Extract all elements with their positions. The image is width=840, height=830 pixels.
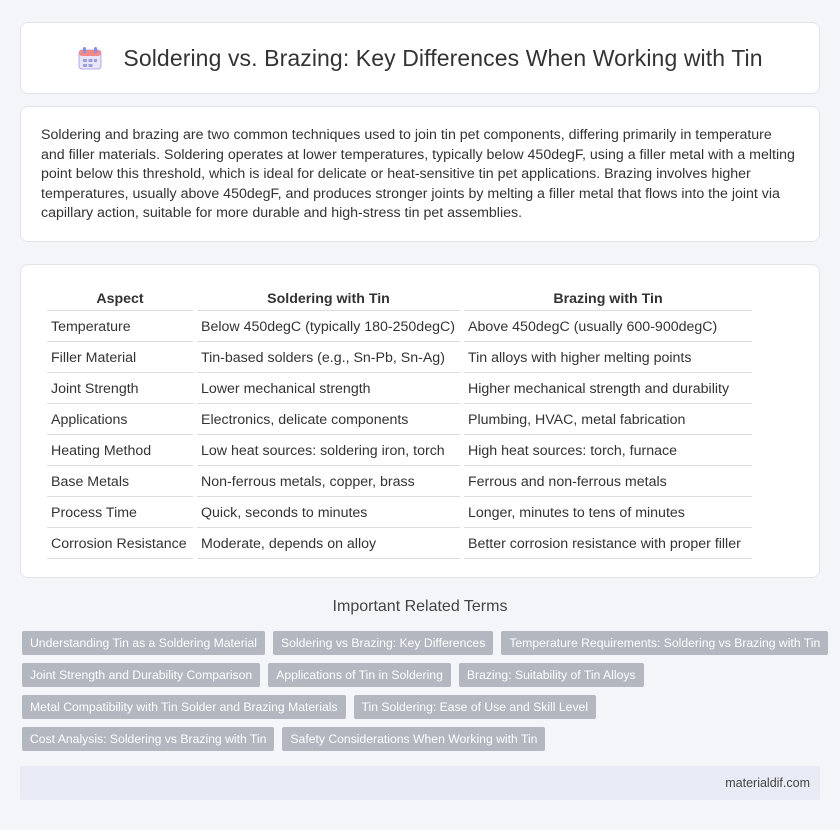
related-term-tag[interactable]: Brazing: Suitability of Tin Alloys (459, 663, 644, 687)
cell-aspect: Temperature (47, 313, 193, 342)
table-row (47, 375, 752, 404)
table-row (47, 437, 752, 466)
intro-card (20, 106, 820, 242)
page-title: Soldering vs. Brazing: Key Differences When Working with Tin (123, 44, 763, 71)
related-terms-row (22, 631, 822, 655)
footer (20, 766, 820, 800)
title-card (20, 22, 820, 94)
header-brazing: Brazing with Tin (464, 285, 752, 311)
table-row (47, 313, 752, 342)
footer-site[interactable]: materialdif.com (725, 776, 810, 790)
related-term-tag[interactable]: Understanding Tin as a Soldering Material (22, 631, 265, 655)
related-terms-row (22, 695, 822, 719)
cell-brazing: Ferrous and non-ferrous metals (464, 468, 752, 497)
cell-soldering: Low heat sources: soldering iron, torch (197, 437, 460, 466)
comparison-card (20, 264, 820, 578)
calendar-icon (77, 45, 103, 71)
cell-soldering: Moderate, depends on alloy (197, 530, 460, 559)
table-row (47, 499, 752, 528)
table-row (47, 406, 752, 435)
related-term-tag[interactable]: Cost Analysis: Soldering vs Brazing with Tin (22, 727, 274, 751)
cell-soldering: Lower mechanical strength (197, 375, 460, 404)
cell-brazing: Tin alloys with higher melting points (464, 344, 752, 373)
cell-soldering: Quick, seconds to minutes (197, 499, 460, 528)
cell-brazing: Plumbing, HVAC, metal fabrication (464, 406, 752, 435)
cell-soldering: Below 450degC (typically 180-250degC) (197, 313, 460, 342)
table-header-row (47, 285, 752, 311)
cell-aspect: Applications (47, 406, 193, 435)
comparison-table (43, 283, 756, 561)
related-term-tag[interactable]: Temperature Requirements: Soldering vs Brazing with Tin (501, 631, 828, 655)
header-aspect: Aspect (47, 285, 193, 311)
cell-aspect: Base Metals (47, 468, 193, 497)
related-term-tag[interactable]: Metal Compatibility with Tin Solder and Brazing Materials (22, 695, 346, 719)
related-terms-row (22, 663, 822, 687)
cell-brazing: Above 450degC (usually 600-900degC) (464, 313, 752, 342)
cell-soldering: Electronics, delicate components (197, 406, 460, 435)
cell-brazing: High heat sources: torch, furnace (464, 437, 752, 466)
related-term-tag[interactable]: Safety Considerations When Working with Tin (282, 727, 545, 751)
related-term-tag[interactable]: Soldering vs Brazing: Key Differences (273, 631, 493, 655)
cell-aspect: Heating Method (47, 437, 193, 466)
intro-paragraph: Soldering and brazing are two common techniques used to join tin pet components, differing primarily in temperature and filler materials. Soldering operates at lower temperatures, typically below 450degF, using a filler metal with a melting point below this threshold, which is ideal for delicate or heat-sensitive tin pet applications. Brazing involves higher temperatures, usually above 450degF, and produces stronger joints by melting a filler metal that flows into the joint via capillary action, suitable for more durable and high-stress tin pet assemblies. (41, 127, 795, 222)
related-term-tag[interactable]: Applications of Tin in Soldering (268, 663, 451, 687)
cell-brazing: Longer, minutes to tens of minutes (464, 499, 752, 528)
table-row (47, 468, 752, 497)
cell-aspect: Joint Strength (47, 375, 193, 404)
cell-aspect: Corrosion Resistance (47, 530, 193, 559)
related-terms-list (22, 631, 822, 759)
cell-soldering: Tin-based solders (e.g., Sn-Pb, Sn-Ag) (197, 344, 460, 373)
related-terms-row (22, 727, 822, 751)
table-row (47, 344, 752, 373)
header-soldering: Soldering with Tin (197, 285, 460, 311)
related-terms-title: Important Related Terms (332, 598, 508, 615)
cell-brazing: Better corrosion resistance with proper filler (464, 530, 752, 559)
related-term-tag[interactable]: Tin Soldering: Ease of Use and Skill Level (354, 695, 597, 719)
cell-aspect: Process Time (47, 499, 193, 528)
cell-soldering: Non-ferrous metals, copper, brass (197, 468, 460, 497)
cell-aspect: Filler Material (47, 344, 193, 373)
table-row (47, 530, 752, 559)
cell-brazing: Higher mechanical strength and durability (464, 375, 752, 404)
related-term-tag[interactable]: Joint Strength and Durability Comparison (22, 663, 260, 687)
